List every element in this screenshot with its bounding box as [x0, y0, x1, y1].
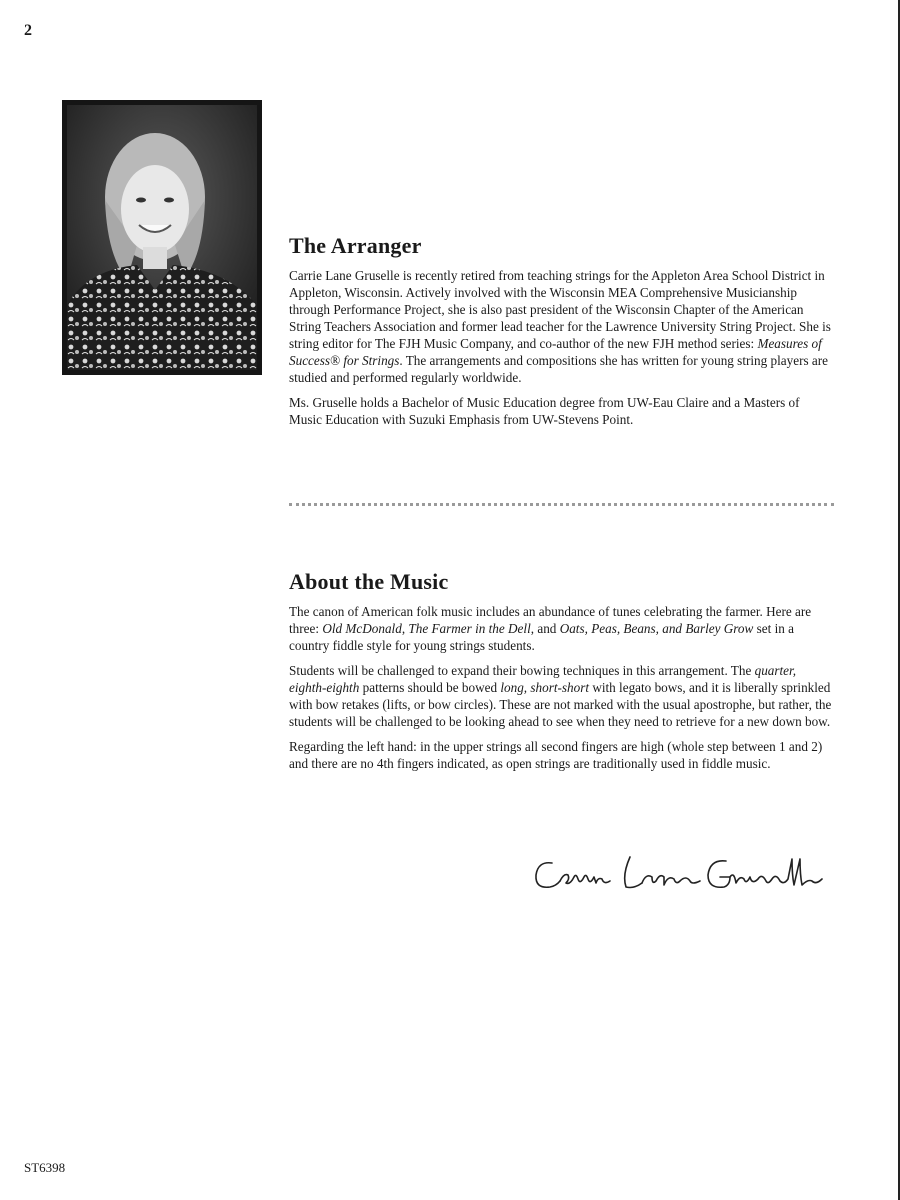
- arranger-bio-text-end: . The arrangements and compositions she has written for young string players are studied and performed regularly worldwide.: [289, 353, 828, 385]
- arranger-heading: The Arranger: [289, 233, 422, 258]
- bowing-text-1: Students will be challenged to expand their bowing techniques in this arrangement. The: [289, 663, 755, 678]
- dotted-divider: [289, 503, 834, 506]
- about-music-section: [289, 569, 834, 780]
- handwritten-signature: [530, 845, 830, 905]
- music-intro-text: The canon of American folk music includes an abundance of tunes celebrating the farmer. Here are three:: [289, 604, 812, 636]
- about-music-heading: About the Music: [289, 569, 449, 594]
- bowing-text-2: patterns should be bowed: [359, 680, 501, 695]
- portrait-image: [67, 105, 257, 370]
- bowing-style-term: long, short-short: [500, 680, 590, 695]
- bowing-paragraph: [289, 662, 834, 730]
- method-series-title: Measures of Success® for Strings: [289, 336, 822, 368]
- arranger-bio-text: Carrie Lane Gruselle is recently retired from teaching strings for the Appleton Area School District in Appleton, Wisconsin. Actively involved with the Wisconsin MEA Comprehensive Musicianship through Performance Project, she is also past president of the Wisconsin Chapter of the American String Teachers Association and former lead teacher for the Lawrence University String Project. She is string editor for The FJH Music Company, and co-author of the new FJH method series:: [289, 268, 831, 351]
- arranger-education-paragraph: Ms. Gruselle holds a Bachelor of Music Education degree from UW-Eau Claire and a Masters of Music Education with Suzuki Emphasis from UW-Stevens Point.: [289, 395, 800, 427]
- page-number: 2: [24, 22, 32, 39]
- tune-separator-1: ,: [401, 621, 409, 636]
- tune-title-3: Oats, Peas, Beans, and Barley Grow: [559, 621, 754, 636]
- bowing-text-3: with legato bows, and it is liberally sprinkled with bow retakes (lifts, or bow circles). These are not marked with the usual apostrophe, but rather, the students will be challenged to be looking ahead to see when they need to retrieve for a new down bow.: [289, 680, 832, 729]
- left-hand-paragraph: Regarding the left hand: in the upper strings all second fingers are high (whole step between 1 and 2) and there are no 4th fingers indicated, as open strings are traditionally used in fiddle music.: [289, 739, 823, 771]
- catalog-code: ST6398: [24, 1160, 66, 1175]
- tune-separator-2: , and: [530, 621, 560, 636]
- tune-title-1: Old McDonald: [322, 621, 402, 636]
- music-intro-paragraph: [289, 603, 834, 654]
- arranger-section: [289, 233, 834, 436]
- arranger-bio-paragraph: [289, 267, 834, 386]
- bowing-pattern-term: quarter, eighth-eighth: [289, 663, 797, 695]
- tune-title-2: The Farmer in the Dell: [408, 621, 531, 636]
- music-intro-text-end: set in a country fiddle style for young strings students.: [289, 621, 794, 653]
- arranger-photo: [62, 100, 262, 375]
